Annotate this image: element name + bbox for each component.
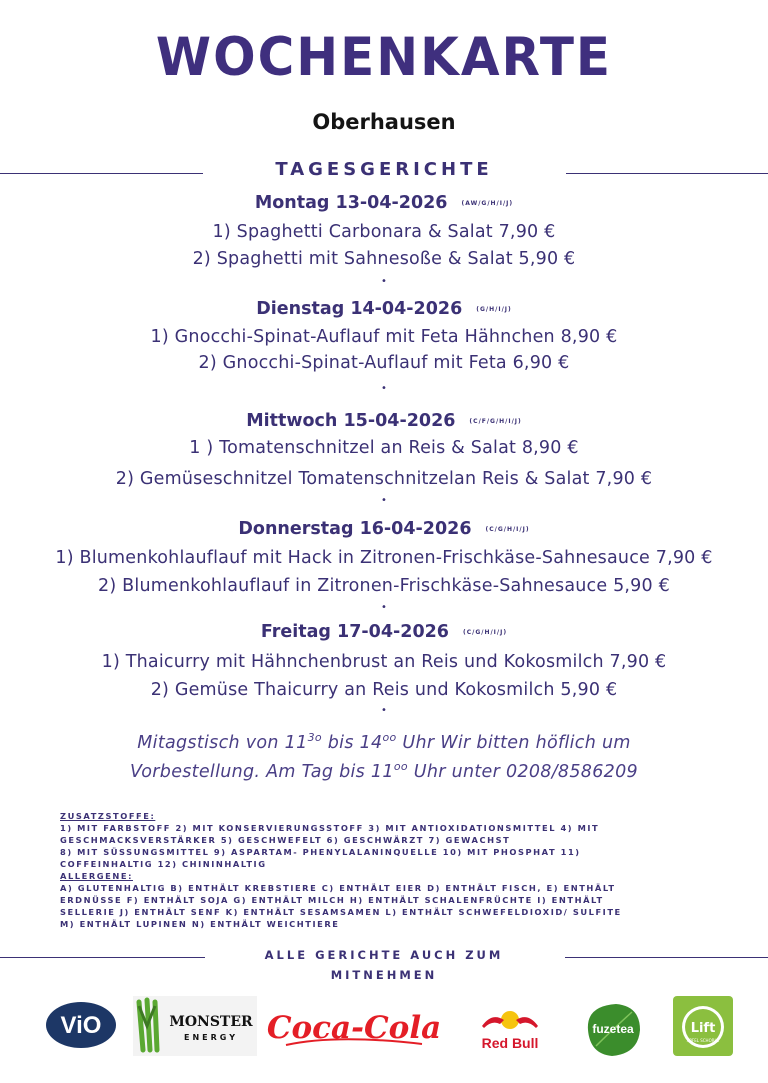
note-superscript: oo <box>382 731 397 744</box>
note-text: Uhr Wir bitten höflich um <box>396 732 631 753</box>
coca-cola-logo <box>266 998 442 1056</box>
additives-block <box>60 810 700 930</box>
bullet-separator: • <box>381 276 387 287</box>
footer-divider-right <box>565 957 768 958</box>
bullet-separator: • <box>381 383 387 394</box>
allergen-code: (C/F/G/H/I/J) <box>469 417 522 425</box>
dish-item: 2) Spaghetti mit Sahnesoße & Salat 5,90 € <box>192 249 576 269</box>
additives-line: 8) MIT SÜSSUNGSMITTEL 9) ASPARTAM- PHENYLALANINQUELLE 10) MIT PHOSPHAT 11) <box>60 847 581 857</box>
note-text: bis 14 <box>321 732 383 753</box>
bullet-separator: • <box>381 495 387 506</box>
day-label: Montag 13-04-2026 <box>254 193 448 213</box>
vio-logo <box>45 1000 117 1050</box>
allergens-line: A) GLUTENHALTIG B) ENTHÄLT KREBSTIERE C) ENTHÄLT EIER D) ENTHÄLT FISCH, E) ENTHÄLT <box>60 883 616 893</box>
location-subtitle: Oberhausen <box>312 110 456 134</box>
bullet-separator: • <box>381 705 387 716</box>
allergen-code: (C/G/H/I/J) <box>463 628 508 636</box>
takeaway-line1: ALLE GERICHTE AUCH ZUM <box>264 948 504 962</box>
dish-item: 2) Blumenkohlauflauf in Zitronen-Frischkäse-Sahnesauce 5,90 € <box>98 576 670 596</box>
day-label: Freitag 17-04-2026 <box>260 622 449 642</box>
monster-logo-subtext: ENERGY <box>184 1033 238 1042</box>
page-title: WOCHENKARTE <box>155 26 613 88</box>
dish-item: 1 ) Tomatenschnitzel an Reis & Salat 8,90 € <box>189 438 579 458</box>
note-text: Uhr unter 0208/8586209 <box>407 761 638 782</box>
red-bull-logo <box>470 1004 550 1052</box>
lunch-note-line1 <box>0 731 768 753</box>
section-title: TAGESGERICHTE <box>275 159 493 180</box>
allergens-heading: ALLERGENE: <box>60 871 133 881</box>
lunch-note-line2 <box>0 760 768 782</box>
day-label: Donnerstag 16-04-2026 <box>238 519 472 539</box>
day-heading-monday <box>0 193 768 213</box>
day-heading-thursday <box>0 519 768 539</box>
dish-item: 1) Thaicurry mit Hähnchenbrust an Reis und Kokosmilch 7,90 € <box>101 652 667 672</box>
day-label: Mittwoch 15-04-2026 <box>246 411 456 431</box>
day-label: Dienstag 14-04-2026 <box>256 299 463 319</box>
fuzetea-logo <box>582 1000 644 1058</box>
red-bull-logo-text: Red Bull <box>481 1035 539 1051</box>
lift-logo <box>673 996 733 1056</box>
dish-item: 2) Gemüseschnitzel Tomatenschnitzelan Reis & Salat 7,90 € <box>115 469 653 489</box>
day-heading-friday <box>0 622 768 642</box>
monster-logo-text: MONSTER <box>169 1014 253 1030</box>
takeaway-line2: MITNEHMEN <box>330 968 438 982</box>
dish-item: 2) Gnocchi-Spinat-Auflauf mit Feta 6,90 € <box>198 353 570 373</box>
allergens-line: SELLERIE J) ENTHÄLT SENF K) ENTHÄLT SESAMSAMEN L) ENTHÄLT SCHWEFELDIOXID/ SULFITE <box>60 907 622 917</box>
note-text: Mitagstisch von 11 <box>137 732 308 753</box>
note-text: Vorbestellung. Am Tag bis 11 <box>130 761 394 782</box>
allergen-code: (G/H/I/J) <box>476 305 512 313</box>
lift-logo-subtext: APFEL SCHORLE <box>686 1038 720 1043</box>
coca-cola-logo-text: Coca-Cola <box>266 1010 442 1046</box>
allergen-code: (AW/G/H/I/J) <box>461 199 514 207</box>
additives-line: COFFEINHALTIG 12) CHININHALTIG <box>60 859 267 869</box>
dish-item: 1) Spaghetti Carbonara & Salat 7,90 € <box>212 222 556 242</box>
fuzetea-logo-text: fuzetea <box>592 1022 634 1036</box>
dish-item: 2) Gemüse Thaicurry an Reis und Kokosmilch 5,90 € <box>150 680 618 700</box>
note-superscript: oo <box>393 760 408 773</box>
divider-right <box>566 173 768 174</box>
allergen-code: (C/G/H/I/J) <box>485 525 530 533</box>
dish-item: 1) Gnocchi-Spinat-Auflauf mit Feta Hähnchen 8,90 € <box>150 327 618 347</box>
allergens-line: M) ENTHÄLT LUPINEN N) ENTHÄLT WEICHTIERE <box>60 919 340 929</box>
day-heading-tuesday <box>0 299 768 319</box>
vio-logo-text: ViO <box>60 1012 102 1039</box>
additives-line: 1) MIT FARBSTOFF 2) MIT KONSERVIERUNGSSTOFF 3) MIT ANTIOXIDATIONSMITTEL 4) MIT <box>60 823 600 833</box>
takeaway-note <box>0 945 768 985</box>
day-heading-wednesday <box>0 411 768 431</box>
additives-line: GESCHMACKSVERSTÄRKER 5) GESCHWEFELT 6) GESCHWÄRZT 7) GEWACHST <box>60 835 511 845</box>
allergens-line: ERDNÜSSE F) ENTHÄLT SOJA G) ENTHÄLT MILCH H) ENTHÄLT SCHALENFRÜCHTE I) ENTHÄLT <box>60 895 604 905</box>
lift-logo-text: Lift <box>690 1021 716 1036</box>
bullet-separator: • <box>381 602 387 613</box>
monster-energy-logo <box>133 996 257 1056</box>
additives-heading: ZUSATZSTOFFE: <box>60 811 156 821</box>
dish-item: 1) Blumenkohlauflauf mit Hack in Zitronen-Frischkäse-Sahnesauce 7,90 € <box>55 548 713 568</box>
note-superscript: 3o <box>307 731 322 744</box>
